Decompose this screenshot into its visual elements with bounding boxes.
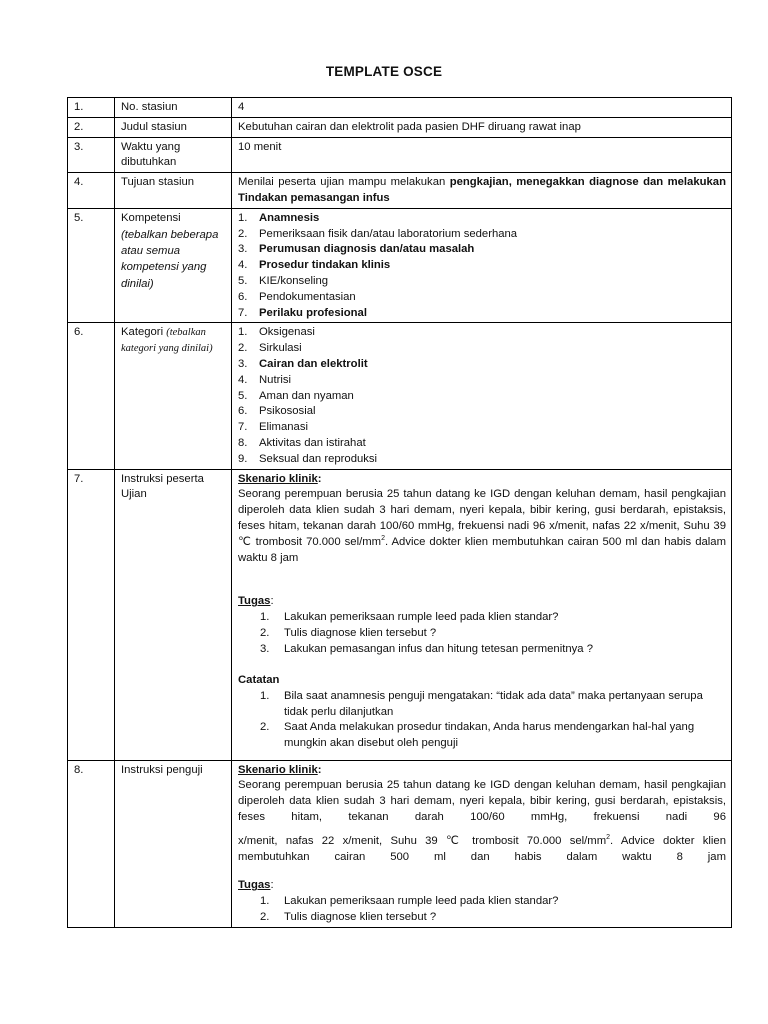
table-row [68,98,732,118]
row-number: 7. [68,469,115,760]
list-item: 2. Tulis diagnose klien tersebut ? [260,910,437,923]
list-item: 3. Lakukan pemasangan infus dan hitung tetesan permenitnya ? [260,642,593,655]
row-number: 8. [68,760,115,927]
list-item: 5. KIE/konseling [238,274,329,287]
list-item: 7. Elimanasi [238,421,308,434]
list-item: 6. Pendokumentasian [238,290,356,303]
list-item: 3. Cairan dan elektrolit [238,357,368,370]
list-item: 2. Sirkulasi [238,342,302,355]
list-item: 7. Perilaku profesional [238,306,367,319]
catatan-list [238,689,726,752]
tujuan-plain: Menilai peserta ujian mampu melakukan [238,176,450,189]
row-value: 4 [232,98,732,118]
row-label: Instruksi penguji [115,760,232,927]
skenario-text-cont: x/menit, nafas 22 x/menit, Suhu 39 ℃ trombosit 70.000 sel/$mm^2$. Advice dokter klien membutuhkan cairan 500 ml dan habis dalam waktu 8 jam [238,833,726,863]
tugas-list [238,610,726,657]
tugas-heading: Tugas: [238,595,274,608]
row-label: No. stasiun [115,98,232,118]
list-item: 1. Anamnesis [238,211,320,224]
document-title: TEMPLATE OSCE [325,64,443,79]
table-row [68,760,732,927]
tugas-heading: Tugas: [238,879,274,892]
kategori-note: (tebalkan kategori yang dinilai) [121,327,213,355]
row-label: Tujuan stasiun [115,173,232,209]
row-value: 10 menit [232,137,732,173]
list-item: 3. Perumusan diagnosis dan/atau masalah [238,243,475,256]
row-number: 2. [68,117,115,137]
instruksi-penguji-cell [232,760,732,927]
row-number: 5. [68,208,115,323]
kompetensi-label: Kompetensi [121,211,181,224]
list-item: 1. Oksigenasi [238,326,315,339]
list-item: 8. Aktivitas dan istirahat [238,436,366,449]
osce-table [67,97,732,928]
kompetensi-list [238,211,726,322]
table-row [68,117,732,137]
row-label: Waktu yang dibutuhkan [115,137,232,173]
row-number: 3. [68,137,115,173]
kompetensi-note: (tebalkan beberapa atau semua kompetensi yang dinilai) [121,228,219,290]
tugas-list [238,894,726,926]
list-item: 2. Saat Anda melakukan prosedur tindakan, Anda harus mendengarkan hal-hal yang mungkin akan disebut oleh penguji [260,721,695,750]
row-number: 4. [68,173,115,209]
list-item: 1. Bila saat anamnesis penguji mengatakan: “tidak ada data” maka pertanyaan serupa tidak perlu dilanjutkan [260,689,703,718]
kompetensi-list-cell [232,208,732,323]
list-item: 2. Pemeriksaan fisik dan/atau laboratorium sederhana [238,227,518,240]
table-row [68,208,732,323]
list-item: 9. Seksual dan reproduksi [238,452,378,465]
table-row [68,323,732,469]
row-label: Judul stasiun [115,117,232,137]
row-value [232,173,732,209]
skenario-text: Seorang perempuan berusia 25 tahun datang ke IGD dengan keluhan demam, hasil pengkajian diperoleh data klien sudah 3 hari demam, nyeri kepala, bibir kering, gusi berdarah, epistaksis, feses hitam, tekanan darah 100/60 mmHg, frekuensi nadi 96 [238,779,726,823]
skenario-heading: Skenario klinik: [238,472,322,485]
list-item: 4. Nutrisi [238,373,292,386]
list-item: 2. Tulis diagnose klien tersebut ? [260,626,437,639]
table-row [68,469,732,760]
list-item: 1. Lakukan pemeriksaan rumple leed pada klien standar? [260,610,559,623]
skenario-text: Seorang perempuan berusia 25 tahun datang ke IGD dengan keluhan demam, hasil pengkajian diperoleh data klien sudah 3 hari demam, nyeri kepala, bibir kering, gusi berdarah, epistaksis, feses hitam, tekanan darah 100/60 mmHg, frekuensi nadi 96 x/menit, nafas 22 x/menit, Suhu 39 ℃ trombosit 70.000 sel/$mm^2$. Advice dokter klien membutuhkan cairan 500 ml dan habis dalam waktu 8 jam [238,488,726,564]
list-item: 6. Psikososial [238,405,316,418]
row-label: Instruksi peserta Ujian [115,469,232,760]
row-label [115,208,232,323]
row-number: 6. [68,323,115,469]
list-item: 1. Lakukan pemeriksaan rumple leed pada klien standar? [260,895,559,908]
kategori-label: Kategori [121,326,164,339]
skenario-heading: Skenario klinik: [238,763,322,776]
table-row [68,137,732,173]
row-value: Kebutuhan cairan dan elektrolit pada pasien DHF diruang rawat inap [232,117,732,137]
kategori-list-cell [232,323,732,469]
kategori-list [238,325,726,467]
tujuan-bold: pengkajian, menegakkan diagnose dan melakukan Tindakan pemasangan infus [238,176,726,204]
list-item: 4. Prosedur tindakan klinis [238,259,391,272]
row-number: 1. [68,98,115,118]
row-label [115,323,232,469]
list-item: 5. Aman dan nyaman [238,389,354,402]
instruksi-peserta-cell [232,469,732,760]
table-row [68,173,732,209]
catatan-heading: Catatan [238,674,280,687]
